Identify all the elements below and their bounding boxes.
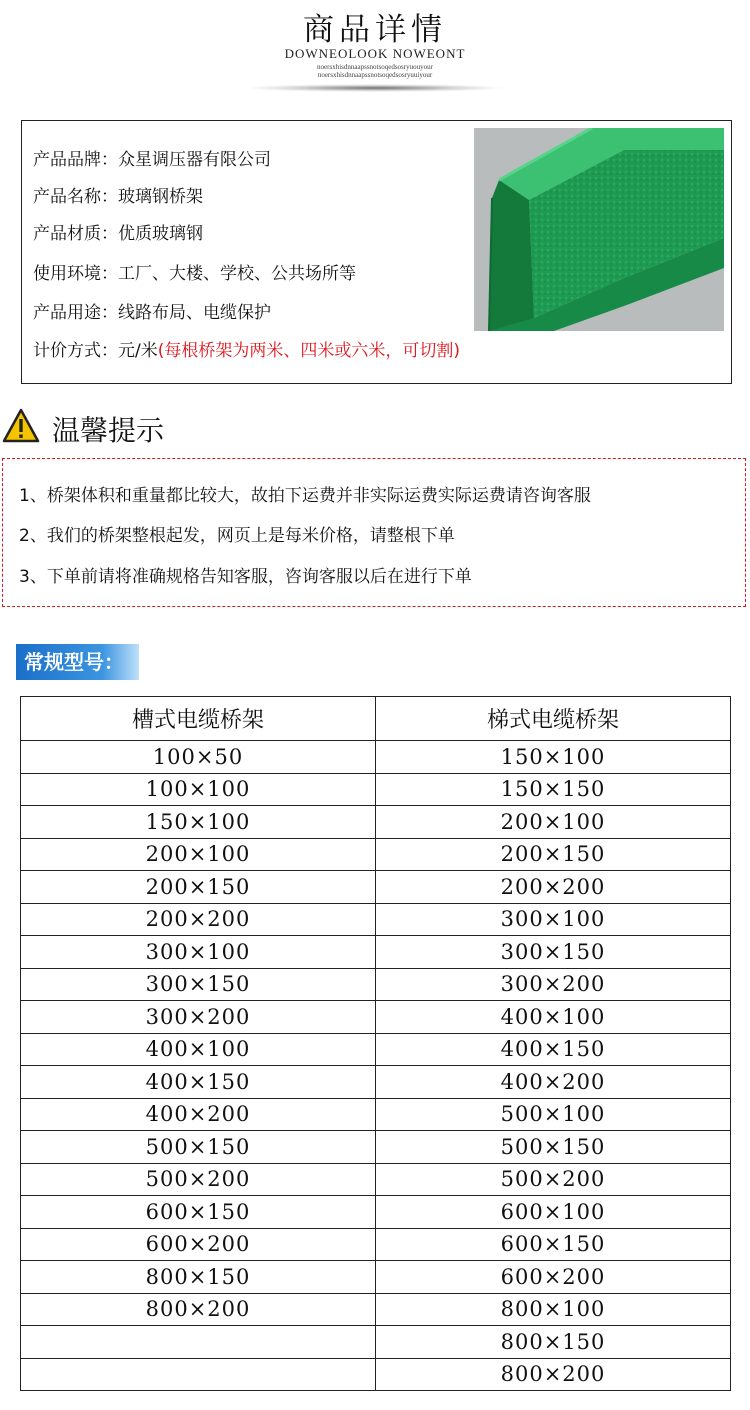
cell-trough-size: 150×100 xyxy=(21,806,376,839)
cell-trough-size: 300×200 xyxy=(21,1001,376,1034)
cell-trough-size: 200×150 xyxy=(21,871,376,904)
table-row xyxy=(21,1326,731,1359)
cell-trough-size: 600×150 xyxy=(21,1196,376,1229)
table-row xyxy=(21,741,731,774)
cell-trough-size: 400×150 xyxy=(21,1066,376,1099)
cell-ladder-size: 200×200 xyxy=(376,871,731,904)
cell-trough-size: 500×150 xyxy=(21,1131,376,1164)
cell-ladder-size: 150×100 xyxy=(376,741,731,774)
table-row xyxy=(21,1293,731,1326)
cell-trough-size: 500×200 xyxy=(21,1163,376,1196)
page-subtitle: DOWNEOLOOK NOWEONT xyxy=(284,46,466,61)
column-header-trough: 槽式电缆桥架 xyxy=(21,697,376,741)
info-environment: 使用环境：工厂、大楼、学校、公共场所等 xyxy=(33,264,356,284)
column-header-ladder: 梯式电缆桥架 xyxy=(376,697,731,741)
table-row xyxy=(21,1001,731,1034)
cell-ladder-size: 800×150 xyxy=(376,1326,731,1359)
cell-trough-size xyxy=(21,1358,376,1391)
cell-ladder-size: 300×150 xyxy=(376,936,731,969)
cable-tray-image xyxy=(474,128,724,331)
cell-ladder-size: 300×100 xyxy=(376,903,731,936)
table-row xyxy=(21,1261,731,1294)
table-row xyxy=(21,1163,731,1196)
info-material: 产品材质：优质玻璃钢 xyxy=(33,224,203,244)
info-pricing xyxy=(33,336,460,361)
table-row xyxy=(21,1033,731,1066)
cell-trough-size: 300×100 xyxy=(21,936,376,969)
models-badge: 常规型号： xyxy=(16,644,139,680)
cell-ladder-size: 500×200 xyxy=(376,1163,731,1196)
cell-ladder-size: 500×100 xyxy=(376,1098,731,1131)
cell-trough-size xyxy=(21,1326,376,1359)
cell-trough-size: 200×100 xyxy=(21,838,376,871)
pricing-note: (每根桥架为两米、四米或六米，可切割) xyxy=(157,341,460,361)
cell-trough-size: 800×200 xyxy=(21,1293,376,1326)
cell-ladder-size: 200×150 xyxy=(376,838,731,871)
cell-trough-size: 100×100 xyxy=(21,773,376,806)
tip-item: 2、我们的桥架整根起发，网页上是每米价格，请整根下单 xyxy=(19,526,455,546)
table-row xyxy=(21,1358,731,1391)
page-title: 商品详情 xyxy=(303,12,447,48)
models-table xyxy=(20,696,731,1391)
cell-ladder-size: 400×100 xyxy=(376,1001,731,1034)
models-table-body xyxy=(21,741,731,1391)
cell-trough-size: 600×200 xyxy=(21,1228,376,1261)
cell-ladder-size: 600×100 xyxy=(376,1196,731,1229)
cell-ladder-size: 150×150 xyxy=(376,773,731,806)
table-row xyxy=(21,968,731,1001)
product-photo xyxy=(474,128,724,331)
cell-ladder-size: 300×200 xyxy=(376,968,731,1001)
cell-ladder-size: 800×100 xyxy=(376,1293,731,1326)
table-row xyxy=(21,871,731,904)
table-row xyxy=(21,1098,731,1131)
header-shadow-divider xyxy=(245,84,505,92)
info-usage: 产品用途：线路布局、电缆保护 xyxy=(33,303,271,323)
cell-trough-size: 100×50 xyxy=(21,741,376,774)
warning-triangle-icon xyxy=(2,408,40,444)
tips-header xyxy=(0,406,300,446)
cell-ladder-size: 500×150 xyxy=(376,1131,731,1164)
cell-ladder-size: 600×200 xyxy=(376,1261,731,1294)
cell-trough-size: 300×150 xyxy=(21,968,376,1001)
tips-title: 温馨提示 xyxy=(52,414,165,447)
table-row xyxy=(21,936,731,969)
table-row xyxy=(21,1196,731,1229)
table-row xyxy=(21,838,731,871)
decorative-tiny-text: noersxhisdnnaapssnotsoqedsosryuuiyour xyxy=(317,71,433,79)
tip-item: 3、下单前请将准确规格告知客服，咨询客服以后在进行下单 xyxy=(19,567,472,587)
info-brand: 产品品牌：众星调压器有限公司 xyxy=(33,150,271,170)
cell-trough-size: 400×100 xyxy=(21,1033,376,1066)
table-row xyxy=(21,903,731,936)
tips-box xyxy=(2,458,746,607)
tip-item: 1、桥架体积和重量都比较大，故拍下运费并非实际运费实际运费请咨询客服 xyxy=(19,486,591,506)
decorative-tiny-text: noersxhisdnnaapssnotsoqedsosryuouyour xyxy=(317,63,433,71)
pricing-label: 计价方式：元/米 xyxy=(33,341,158,361)
cell-ladder-size: 400×150 xyxy=(376,1033,731,1066)
cell-trough-size: 200×200 xyxy=(21,903,376,936)
cell-trough-size: 800×150 xyxy=(21,1261,376,1294)
cell-ladder-size: 600×150 xyxy=(376,1228,731,1261)
cell-ladder-size: 200×100 xyxy=(376,806,731,839)
cell-ladder-size: 400×200 xyxy=(376,1066,731,1099)
cell-ladder-size: 800×200 xyxy=(376,1358,731,1391)
product-info-box xyxy=(21,120,732,384)
table-row xyxy=(21,773,731,806)
table-row xyxy=(21,1228,731,1261)
table-row xyxy=(21,806,731,839)
table-header-row xyxy=(21,697,731,741)
table-row xyxy=(21,1066,731,1099)
cell-trough-size: 400×200 xyxy=(21,1098,376,1131)
info-name: 产品名称：玻璃钢桥架 xyxy=(33,187,203,207)
table-row xyxy=(21,1131,731,1164)
